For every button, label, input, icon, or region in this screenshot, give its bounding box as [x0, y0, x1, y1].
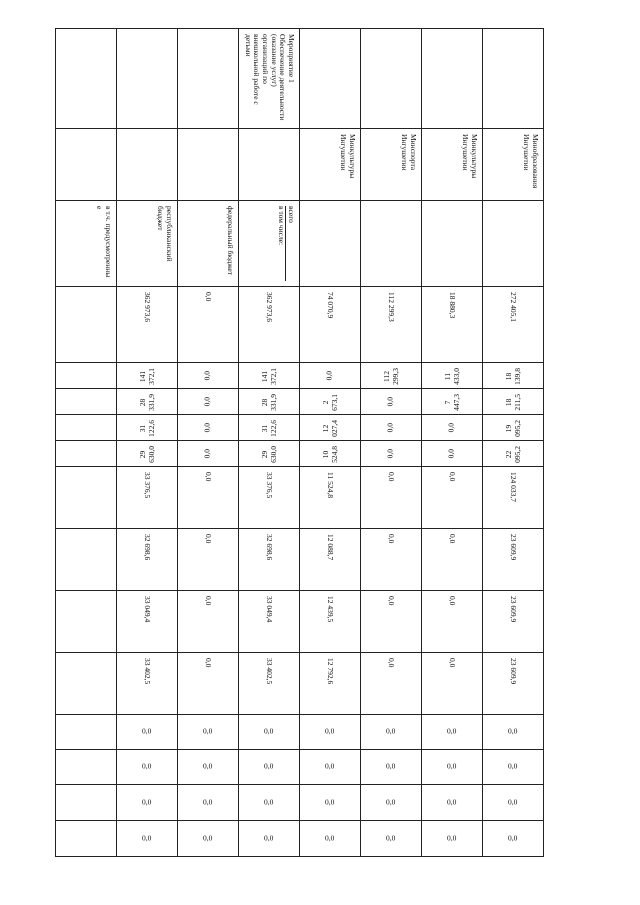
year-value-flipped-cell-text: 12 027,4 [320, 420, 338, 437]
activity-cell-text: Мероприятие 1 Обеспечение деятельности (оказание услуг) организаций по внешкольной работе с детьми [243, 34, 296, 121]
table-row [117, 29, 178, 857]
indicator-cell [178, 750, 239, 785]
year-value-cell-text: 0,0 [387, 658, 397, 668]
activity-cell [117, 29, 178, 129]
year-value-flipped-cell [300, 415, 361, 441]
activity-cell [422, 29, 483, 129]
year-value-flipped-cell [483, 389, 544, 415]
indicator-cell [361, 750, 422, 785]
indicator-cell [300, 821, 361, 857]
year-value-flipped-cell-text: 0,0 [202, 448, 212, 459]
indicator-cell-text: 0,0 [264, 761, 274, 771]
year-value-cell [361, 591, 422, 653]
year-value-cell-text: 32 698,6 [143, 534, 153, 561]
total-cell [56, 287, 117, 363]
indicator-cell-text: 0,0 [142, 761, 152, 771]
year-value-cell [178, 653, 239, 715]
year-value-flipped-cell [483, 415, 544, 441]
indicator-cell-text: 0,0 [264, 726, 274, 736]
year-value-flipped-cell [56, 441, 117, 467]
funding-source-line: в том числе: [277, 206, 287, 246]
indicator-cell [361, 785, 422, 821]
year-value-flipped-cell [239, 415, 300, 441]
funding-source-cell [178, 201, 239, 287]
indicator-cell-text: 0,0 [142, 726, 152, 736]
year-value-flipped-cell-text: 141 372,1 [259, 368, 277, 385]
year-value-cell [239, 591, 300, 653]
indicator-cell [483, 785, 544, 821]
indicator-cell [300, 785, 361, 821]
year-value-flipped-cell [422, 363, 483, 389]
year-value-cell [117, 591, 178, 653]
funding-source-cell [239, 201, 300, 287]
indicator-cell-text: 0,0 [142, 833, 152, 843]
year-value-cell-text: 0,0 [448, 658, 458, 668]
table-row [422, 29, 483, 857]
year-value-cell [361, 653, 422, 715]
year-value-cell [483, 591, 544, 653]
year-value-flipped-cell [239, 441, 300, 467]
table-row [56, 29, 117, 857]
year-value-flipped-cell [483, 441, 544, 467]
total-cell [361, 287, 422, 363]
year-value-cell-text: 124 033,7 [509, 472, 519, 502]
year-value-flipped-cell [56, 363, 117, 389]
indicator-cell-text: 0,0 [325, 833, 335, 843]
indicator-cell-text: 0,0 [447, 726, 457, 736]
funding-source-cell [56, 201, 117, 287]
year-value-flipped-cell [178, 389, 239, 415]
activity-cell [56, 29, 117, 129]
year-value-cell-text: 12 792,6 [326, 658, 336, 685]
year-value-flipped-cell-text: 0,0 [446, 422, 456, 433]
year-value-flipped-cell-text: 28 331,9 [137, 394, 155, 411]
indicator-cell [300, 715, 361, 750]
year-value-flipped-cell-text: 11 433,0 [442, 368, 460, 385]
indicator-cell-text: 0,0 [508, 726, 518, 736]
year-value-cell [239, 653, 300, 715]
table-row [239, 29, 300, 857]
year-value-flipped-cell [117, 415, 178, 441]
year-value-flipped-cell [300, 441, 361, 467]
funding-source-cell [422, 201, 483, 287]
indicator-cell [422, 715, 483, 750]
indicator-cell-text: 0,0 [142, 797, 152, 807]
year-value-cell-text: 33 402,5 [143, 658, 153, 685]
year-value-flipped-cell [239, 363, 300, 389]
total-cell [422, 287, 483, 363]
year-value-cell-text: 0,0 [448, 596, 458, 606]
total-cell-text: 74 070,9 [326, 292, 336, 319]
year-value-cell-text: 11 524,8 [326, 472, 336, 498]
year-value-cell [300, 653, 361, 715]
indicator-cell-text: 0,0 [386, 761, 396, 771]
year-value-cell [56, 467, 117, 529]
indicator-cell-text: 0,0 [264, 797, 274, 807]
table-row [178, 29, 239, 857]
activity-cell [239, 29, 300, 129]
indicator-cell-text: 0,0 [386, 833, 396, 843]
year-value-cell [117, 467, 178, 529]
total-cell-text: 18 880,3 [448, 292, 458, 319]
total-cell [117, 287, 178, 363]
funding-source-cell [300, 201, 361, 287]
year-value-flipped-cell-text: 29 630,0 [137, 446, 155, 463]
total-cell [483, 287, 544, 363]
year-value-cell [239, 529, 300, 591]
year-value-cell [422, 591, 483, 653]
year-value-flipped-cell [422, 415, 483, 441]
year-value-cell [178, 467, 239, 529]
year-value-cell [483, 467, 544, 529]
year-value-flipped-cell-text: 0,0 [202, 370, 212, 381]
total-cell-text: 362 973,6 [143, 292, 153, 322]
indicator-cell [117, 750, 178, 785]
indicator-cell [239, 821, 300, 857]
year-value-cell-text: 0,0 [387, 472, 397, 482]
executor-cell [239, 129, 300, 201]
executor-cell [178, 129, 239, 201]
indicator-cell [422, 750, 483, 785]
budget-table [55, 28, 544, 857]
year-value-flipped-cell [178, 441, 239, 467]
year-value-flipped-cell-text: 22 095,2 [503, 446, 521, 463]
indicator-cell-text: 0,0 [203, 833, 213, 843]
total-cell-text: 112 299,3 [387, 292, 397, 322]
year-value-flipped-cell-text: 31 122,6 [137, 420, 155, 437]
year-value-cell [300, 591, 361, 653]
year-value-cell-text: 23 609,9 [509, 534, 519, 561]
year-value-flipped-cell-text: 31 122,6 [259, 420, 277, 437]
indicator-cell-text: 0,0 [325, 761, 335, 771]
executor-cell-text: Минспорта Ингушетии [400, 134, 418, 171]
executor-cell [300, 129, 361, 201]
year-value-cell-text: 0,0 [204, 658, 214, 668]
indicator-cell [117, 785, 178, 821]
year-value-cell-text: 0,0 [204, 534, 214, 544]
indicator-cell-text: 0,0 [447, 797, 457, 807]
year-value-cell-text: 33 402,5 [265, 658, 275, 685]
year-value-flipped-cell-text: 0,0 [385, 448, 395, 459]
indicator-cell-text: 0,0 [386, 726, 396, 736]
year-value-flipped-cell [300, 363, 361, 389]
year-value-flipped-cell [361, 441, 422, 467]
indicator-cell [178, 785, 239, 821]
table-row [483, 29, 544, 857]
indicator-cell [422, 821, 483, 857]
year-value-flipped-cell [361, 363, 422, 389]
year-value-cell [361, 467, 422, 529]
year-value-cell-text: 33 376,5 [143, 472, 153, 499]
funding-source-cell [361, 201, 422, 287]
rotated-document-page [60, 28, 544, 850]
year-value-flipped-cell [117, 389, 178, 415]
indicator-cell [56, 715, 117, 750]
year-value-cell [483, 653, 544, 715]
year-value-cell-text: 12 439,5 [326, 596, 336, 623]
year-value-cell [56, 591, 117, 653]
executor-cell [361, 129, 422, 201]
year-value-cell [239, 467, 300, 529]
indicator-cell [117, 821, 178, 857]
year-value-cell [117, 529, 178, 591]
year-value-flipped-cell-text: 2 673,1 [320, 394, 338, 411]
executor-cell [117, 129, 178, 201]
year-value-cell [483, 529, 544, 591]
indicator-cell [56, 750, 117, 785]
year-value-cell-text: 33 376,5 [265, 472, 275, 499]
indicator-cell-text: 0,0 [203, 761, 213, 771]
year-value-flipped-cell-text: 141 372,1 [137, 368, 155, 385]
executor-cell [422, 129, 483, 201]
indicator-cell-text: 0,0 [508, 797, 518, 807]
table-row [300, 29, 361, 857]
year-value-flipped-cell [361, 389, 422, 415]
year-value-flipped-cell [239, 389, 300, 415]
year-value-flipped-cell-text: 29 630,0 [259, 446, 277, 463]
funding-source-cell [117, 201, 178, 287]
year-value-cell-text: 23 609,9 [509, 596, 519, 623]
indicator-cell-text: 0,0 [447, 761, 457, 771]
indicator-cell-text: 0,0 [203, 726, 213, 736]
year-value-flipped-cell-text: 7 447,3 [442, 394, 460, 411]
year-value-flipped-cell [117, 363, 178, 389]
year-value-cell [56, 653, 117, 715]
indicator-cell-text: 0,0 [203, 797, 213, 807]
indicator-cell [483, 750, 544, 785]
indicator-cell [239, 715, 300, 750]
indicator-cell-text: 0,0 [447, 833, 457, 843]
funding-source-line: республиканский бюджет [156, 206, 174, 262]
funding-source-cell [483, 201, 544, 287]
indicator-cell-text: 0,0 [508, 761, 518, 771]
indicator-cell [56, 821, 117, 857]
year-value-flipped-cell-text: 112 299,3 [381, 368, 399, 385]
indicator-cell [239, 785, 300, 821]
activity-cell [178, 29, 239, 129]
indicator-cell [117, 715, 178, 750]
year-value-flipped-cell [300, 389, 361, 415]
executor-cell-text: Минкультуры Ингушетии [461, 134, 479, 179]
total-cell [239, 287, 300, 363]
year-value-flipped-cell-text: 0,0 [202, 422, 212, 433]
activity-cell [300, 29, 361, 129]
executor-cell-text: Минобразования Ингушетии [522, 134, 540, 189]
indicator-cell [56, 785, 117, 821]
year-value-flipped-cell [178, 363, 239, 389]
activity-cell [483, 29, 544, 129]
year-value-cell-text: 33 049,4 [265, 596, 275, 623]
indicator-cell [178, 821, 239, 857]
year-value-flipped-cell-text: 0,0 [202, 396, 212, 407]
indicator-cell-text: 0,0 [264, 833, 274, 843]
year-value-flipped-cell [56, 415, 117, 441]
year-value-cell [422, 467, 483, 529]
year-value-flipped-cell [56, 389, 117, 415]
indicator-cell [178, 715, 239, 750]
year-value-cell-text: 0,0 [204, 472, 214, 482]
funding-source-line: федеральный бюджет [226, 206, 235, 276]
year-value-cell-text: 0,0 [387, 534, 397, 544]
year-value-cell [300, 529, 361, 591]
year-value-flipped-cell [422, 389, 483, 415]
executor-cell-text: Минкультуры Ингушетии [339, 134, 357, 179]
year-value-cell [117, 653, 178, 715]
year-value-flipped-cell-text: 10 524,8 [320, 446, 338, 463]
year-value-cell [178, 591, 239, 653]
total-cell-text: 272 405,1 [509, 292, 519, 322]
indicator-cell [422, 785, 483, 821]
year-value-cell-text: 23 609,9 [509, 658, 519, 685]
year-value-cell-text: 32 698,6 [265, 534, 275, 561]
year-value-cell [56, 529, 117, 591]
year-value-cell-text: 12 088,7 [326, 534, 336, 561]
total-cell [300, 287, 361, 363]
indicator-cell [239, 750, 300, 785]
year-value-cell [178, 529, 239, 591]
indicator-cell [483, 715, 544, 750]
funding-source-line: всего [285, 206, 295, 281]
indicator-cell-text: 0,0 [508, 833, 518, 843]
year-value-flipped-cell-text: 0,0 [324, 370, 334, 381]
year-value-flipped-cell-text: 0,0 [385, 396, 395, 407]
indicator-cell [300, 750, 361, 785]
year-value-flipped-cell [178, 415, 239, 441]
funding-source-line: в т.ч. предусмотренны е [95, 206, 113, 278]
table-row [361, 29, 422, 857]
year-value-cell-text: 0,0 [387, 596, 397, 606]
activity-cell [361, 29, 422, 129]
total-cell-text: 0,0 [204, 292, 214, 302]
executor-cell [56, 129, 117, 201]
year-value-cell [300, 467, 361, 529]
indicator-cell-text: 0,0 [325, 726, 335, 736]
indicator-cell [361, 821, 422, 857]
year-value-flipped-cell-text: 19 095,2 [503, 420, 521, 437]
year-value-flipped-cell [483, 363, 544, 389]
year-value-cell-text: 0,0 [448, 472, 458, 482]
year-value-flipped-cell [361, 415, 422, 441]
executor-cell [483, 129, 544, 201]
year-value-flipped-cell [117, 441, 178, 467]
year-value-cell-text: 0,0 [204, 596, 214, 606]
year-value-flipped-cell-text: 18 139,8 [503, 368, 521, 385]
indicator-cell-text: 0,0 [386, 797, 396, 807]
year-value-cell-text: 0,0 [448, 534, 458, 544]
indicator-cell [483, 821, 544, 857]
year-value-flipped-cell [422, 441, 483, 467]
year-value-flipped-cell-text: 18 211,5 [503, 394, 521, 411]
year-value-flipped-cell-text: 0,0 [385, 422, 395, 433]
total-cell-text: 362 973,6 [265, 292, 275, 322]
year-value-cell-text: 33 049,4 [143, 596, 153, 623]
table-body [56, 29, 544, 857]
year-value-cell [422, 529, 483, 591]
year-value-flipped-cell-text: 0,0 [446, 448, 456, 459]
total-cell [178, 287, 239, 363]
indicator-cell [361, 715, 422, 750]
year-value-flipped-cell-text: 28 331,9 [259, 394, 277, 411]
year-value-cell [422, 653, 483, 715]
year-value-cell [361, 529, 422, 591]
indicator-cell-text: 0,0 [325, 797, 335, 807]
